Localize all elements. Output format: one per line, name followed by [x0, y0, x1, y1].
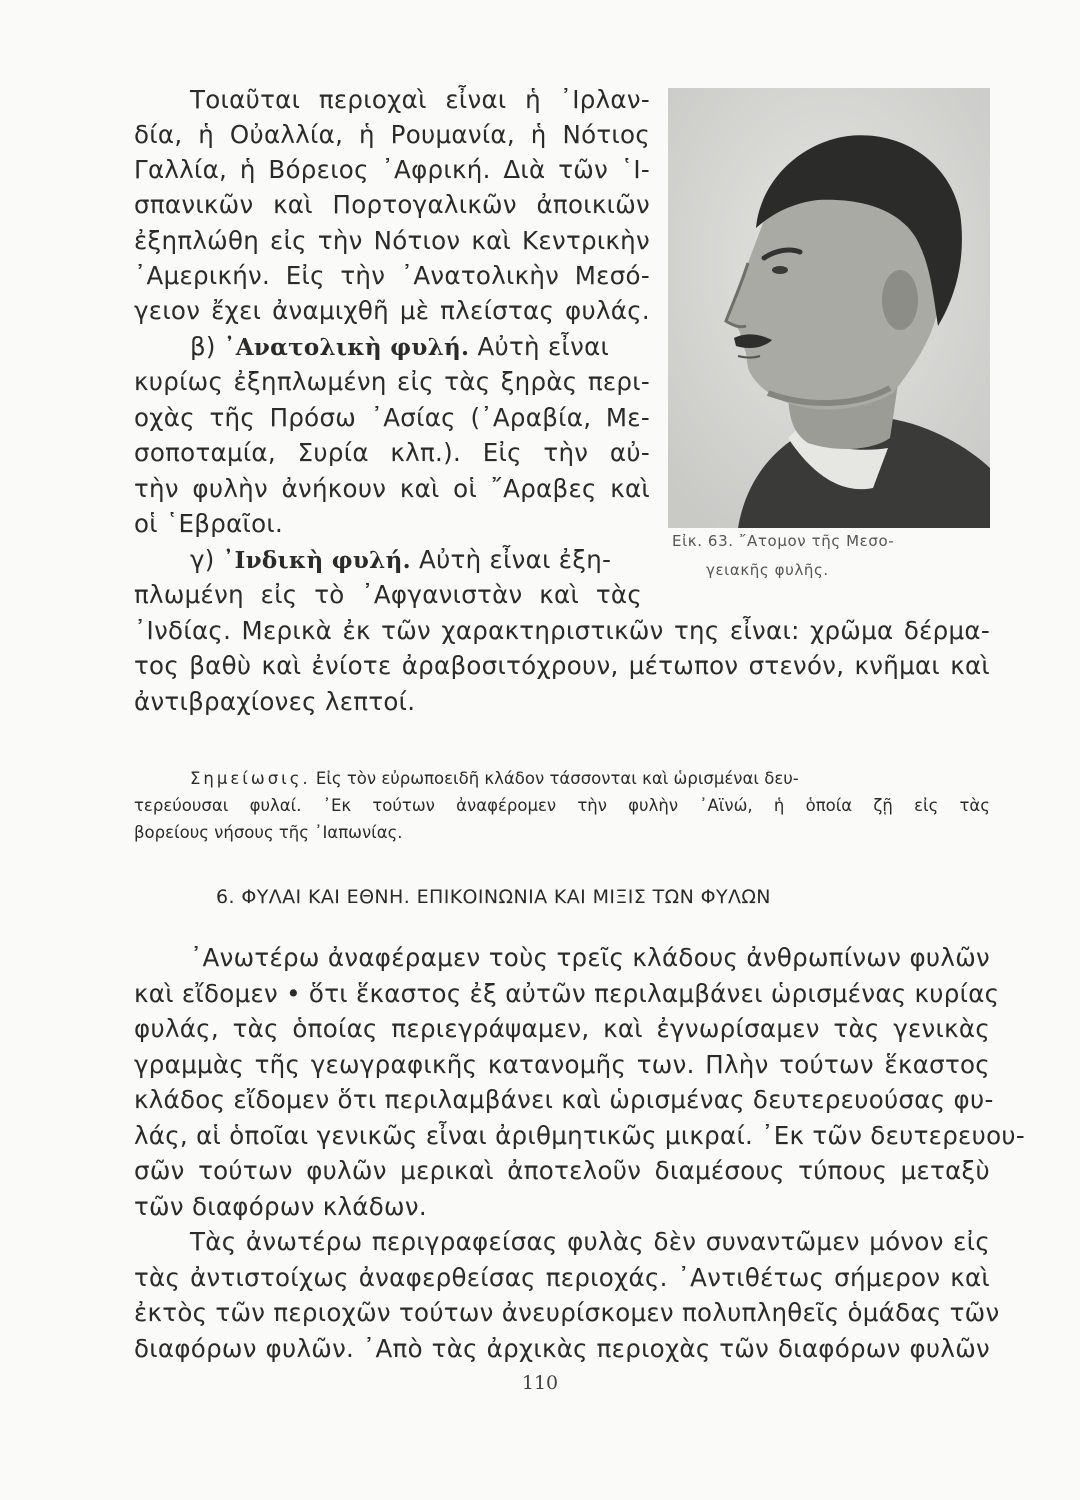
note-label: Σημείωσις. — [190, 769, 311, 788]
note-line: τερεύουσαι φυλαί. ᾿Εκ τούτων ἀναφέρομεν τὴν φυλὴν ᾿Αϊνώ, ἡ ὁποία ζῇ εἰς τὰς — [134, 796, 990, 815]
portrait-illustration — [668, 88, 990, 528]
note-line: βορείους νήσους τῆς ᾿Ιαπωνίας. — [134, 823, 403, 842]
text-line: γειον ἔχει ἀναμιχθῆ μὲ πλείστας φυλάς. — [134, 296, 650, 325]
text-line: ἀντιβραχίονες λεπτοί. — [134, 687, 416, 716]
text-line: κλάδος εἴδομεν ὅτι περιλαμβάνει καὶ ὡρισμένας δευτερευούσας φυ- — [134, 1085, 994, 1114]
text-line: ᾿Ανωτέρω ἀναφέραμεν τοὺς τρεῖς κλάδους ἀνθρωπίνων φυλῶν — [190, 943, 990, 972]
text-line: ἐξηπλώθη εἰς τὴν Νότιον καὶ Κεντρικὴν — [134, 226, 650, 255]
text-line: τὴν φυλὴν ἀνήκουν καὶ οἱ ῎Αραβες καὶ — [134, 474, 650, 503]
subsection-gamma-title: ᾿Ινδικὴ φυλή. — [222, 547, 411, 574]
text-line: σπανικῶν καὶ Πορτογαλικῶν ἀποικιῶν — [134, 190, 650, 219]
text-line: οχὰς τῆς Πρόσω ᾿Ασίας (᾿Αραβία, Με- — [134, 403, 650, 432]
text-line: τὰς ἀντιστοίχως ἀναφερθείσας περιοχάς. ᾿Αντιθέτως σήμερον καὶ — [134, 1263, 990, 1292]
portrait-photo — [668, 88, 990, 528]
text-line: ἐκτὸς τῶν περιοχῶν τούτων ἀνευρίσκομεν πολυπληθεῖς ὁμάδας τῶν — [134, 1298, 1000, 1327]
subsection-gamma-prefix: γ) — [190, 545, 223, 574]
text-line: Τοιαῦται περιοχαὶ εἶναι ἡ ᾿Ιρλαν- — [190, 85, 650, 114]
note-text: Εἰς τὸν εὐρωποειδῆ κλάδον τάσσονται καὶ ὡρισμέναι δευ- — [310, 769, 799, 788]
subsection-beta — [190, 332, 609, 363]
text-line: οἱ ῾Εβραῖοι. — [134, 509, 284, 538]
text-line: σοποταμία, Συρία κλπ.). Εἰς τὴν αὐ- — [134, 438, 650, 467]
subsection-gamma — [190, 545, 611, 576]
section-heading: 6. ΦΥΛΑΙ ΚΑΙ ΕΘΝΗ. ΕΠΙΚΟΙΝΩΝΙΑ ΚΑΙ ΜΙΞΙΣ ΤΩΝ ΦΥΛΩΝ — [216, 886, 771, 908]
text-line: σῶν τούτων φυλῶν μερικαὶ ἀποτελοῦν διαμέσους τύπους μεταξὺ — [134, 1156, 990, 1185]
text-line: ᾿Αμερικήν. Εἰς τὴν ᾿Ανατολικὴν Μεσό- — [134, 261, 650, 290]
text-line: κυρίως ἐξηπλωμένη εἰς τὰς ξηρὰς περι- — [134, 367, 650, 396]
text-line: Τὰς ἀνωτέρω περιγραφείσας φυλὰς δὲν συναντῶμεν μόνον εἰς — [190, 1227, 990, 1256]
page-number: 110 — [521, 1372, 559, 1394]
note-line — [190, 768, 799, 790]
text-line: γραμμὰς τῆς γεωγραφικῆς κατανομῆς των. Πλὴν τούτων ἕκαστος — [134, 1050, 990, 1079]
subsection-beta-title: ᾿Ανατολικὴ φυλή. — [223, 334, 470, 361]
text-line: καὶ εἴδομεν • ὅτι ἕκαστος ἐξ αὐτῶν περιλαμβάνει ὡρισμένας κυρίας — [134, 979, 1000, 1008]
text-line: τῶν διαφόρων κλάδων. — [134, 1192, 427, 1221]
text-line: δία, ἡ Οὐαλλία, ἡ Ρουμανία, ἡ Νότιος — [134, 120, 650, 149]
subsection-beta-text: Αὐτὴ εἶναι — [469, 332, 610, 361]
text-line: τος βαθὺ καὶ ἐνίοτε ἀραβοσιτόχρουν, μέτωπον στενόν, κνῆμαι καὶ — [134, 651, 990, 680]
text-line: ᾿Ινδίας. Μερικὰ ἐκ τῶν χαρακτηριστικῶν της εἶναι: χρῶμα δέρμα- — [134, 616, 990, 645]
text-line: Γαλλία, ἡ Βόρειος ᾿Αφρική. Διὰ τῶν ῾Ι- — [134, 155, 650, 184]
text-line: φυλάς, τὰς ὁποίας περιεγράψαμεν, καὶ ἐγνωρίσαμεν τὰς γενικὰς — [134, 1014, 990, 1043]
figure-caption-line1: Εἰκ. 63. ῎Ατομον τῆς Μεσο- — [672, 532, 895, 550]
subsection-beta-prefix: β) — [190, 332, 224, 361]
text-line: πλωμένη εἰς τὸ ᾿Αφγανιστὰν καὶ τὰς — [134, 580, 642, 609]
text-line: διαφόρων φυλῶν. ᾿Απὸ τὰς ἀρχικὰς περιοχὰς τῶν διαφόρων φυλῶν — [134, 1334, 990, 1363]
subsection-gamma-text: Αὐτὴ εἶναι ἐξη- — [410, 545, 612, 574]
text-line: λάς, αἱ ὁποῖαι γενικῶς εἶναι ἀριθμητικῶς μικραί. ᾿Εκ τῶν δευτερευου- — [134, 1121, 1025, 1150]
figure-caption-line2: γειακῆς φυλῆς. — [706, 561, 829, 579]
